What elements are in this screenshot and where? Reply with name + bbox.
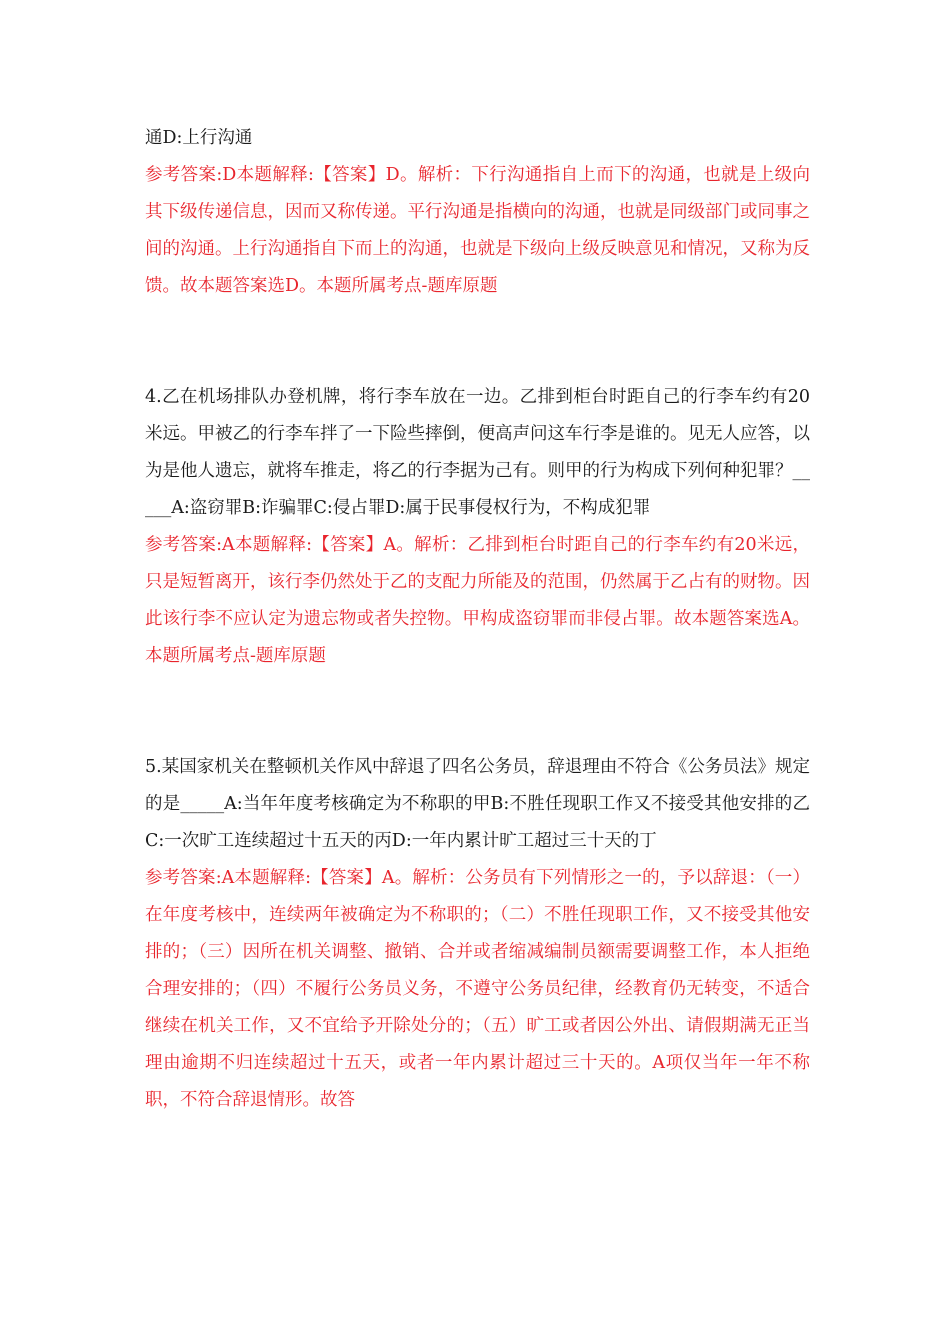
spacer [145, 305, 810, 379]
answer-5: 参考答案:A本题解释:【答案】A。解析：公务员有下列情形之一的，予以辞退：（一）在年度考核中，连续两年被确定为不称职的；（二）不胜任现职工作，又不接受其他安排的；（三）因所在机关调整、撤销、合并或者缩减编制员额需要调整工作，本人拒绝合理安排的；（四）不履行公务员义务，不遵守公务员纪律，经教育仍无转变，不适合继续在机关工作，又不宜给予开除处分的；（五）旷工或者因公外出、请假期满无正当理由逾期不归连续超过十五天，或者一年内累计超过三十天的。A项仅当年一年不称职，不符合辞退情形。故答 [145, 868, 810, 1110]
question-3-tail: 通D:上行沟通 [145, 128, 253, 148]
question-5: 5.某国家机关在整顿机关作风中辞退了四名公务员，辞退理由不符合《公务员法》规定的是_____A:当年年度考核确定为不称职的甲B:不胜任现职工作又不接受其他安排的乙C:一次旷工连续超过十五天的丙D:一年内累计旷工超过三十天的丁 [145, 757, 810, 851]
spacer [145, 675, 810, 749]
question-4: 4.乙在机场排队办登机牌，将行李车放在一边。乙排到柜台时距自己的行李车约有20米远。甲被乙的行李车拌了一下险些摔倒，便高声问这车行李是谁的。见无人应答，以为是他人遗忘，就将车推走，将乙的行李据为己有。则甲的行为构成下列何种犯罪？_____A:盗窃罪B:诈骗罪C:侵占罪D:属于民事侵权行为，不构成犯罪 [145, 387, 810, 518]
document-body [145, 120, 810, 1119]
answer-3: 参考答案:D本题解释:【答案】D。解析：下行沟通指自上而下的沟通，也就是上级向其下级传递信息，因而又称传递。平行沟通是指横向的沟通，也就是同级部门或同事之间的沟通。上行沟通指自下而上的沟通，也就是下级向上级反映意见和情况，又称为反馈。故本题答案选D。本题所属考点-题库原题 [145, 165, 810, 296]
answer-4: 参考答案:A本题解释:【答案】A。解析：乙排到柜台时距自己的行李车约有20米远，只是短暂离开，该行李仍然处于乙的支配力所能及的范围，仍然属于乙占有的财物。因此该行李不应认定为遗忘物或者失控物。甲构成盗窃罪而非侵占罪。故本题答案选A。本题所属考点-题库原题 [145, 535, 810, 666]
